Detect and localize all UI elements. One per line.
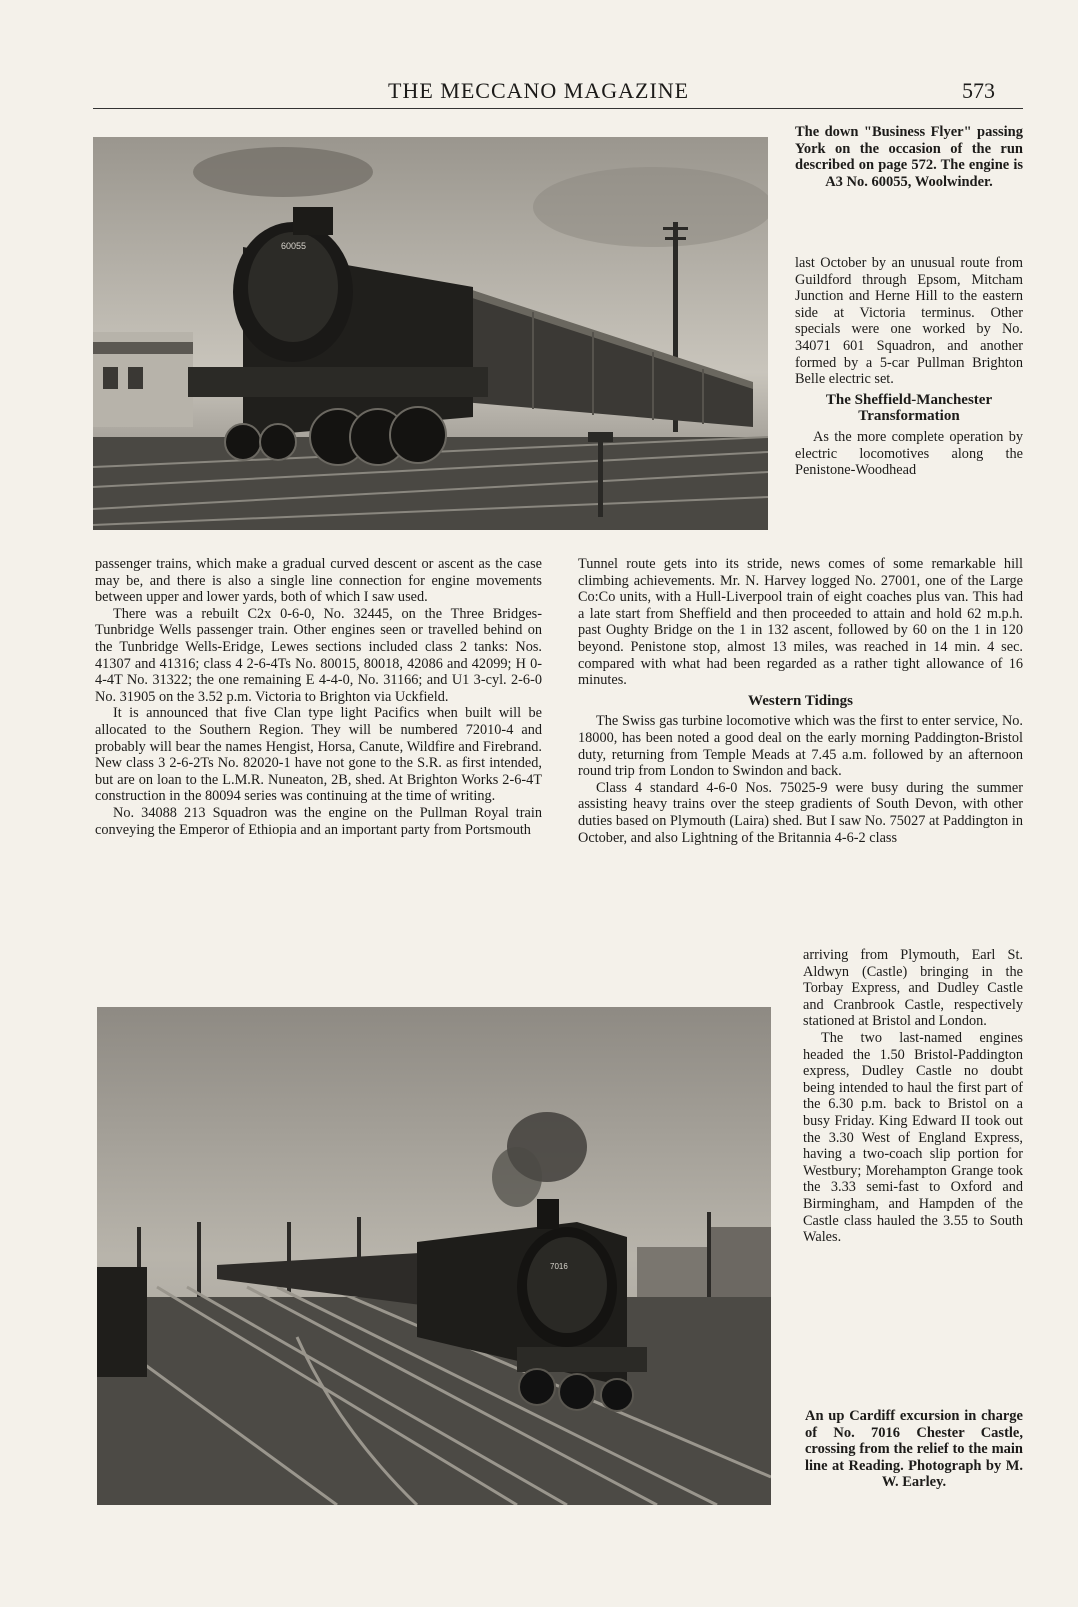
page-number: 573	[962, 78, 995, 103]
paragraph: Class 4 standard 4-6-0 Nos. 75025-9 were busy during the summer assisting heavy trains over the steep gradients of South Devon, with other duties based on Plymouth (Laira) shed. But I saw No. 75027 at Paddington in October, and also Lightning of the Britannia 4-6-2 class	[578, 779, 1023, 846]
left-column	[95, 556, 542, 838]
paragraph: passenger trains, which make a gradual curved descent or ascent as the case may be, and there is also a single line connection for engine movements between upper and lower yards, both of which I saw used.	[95, 556, 542, 606]
section-heading-western: Western Tidings	[748, 692, 853, 709]
paragraph: It is announced that five Clan type light Pacifics when built will be allocated to the Southern Region. They will be numbered 72010-4 and probably will bear the names Hengist, Horsa, Canute, Wildfire and Firebrand. New class 3 2-6-2Ts No. 82020-1 have not gone to the S.R. as first intended, but are on loan to the L.M.R. Nuneaton, 2B, shed. At Brighton Works 2-6-4T construction in the 80094 series was continuing at the time of writing.	[95, 705, 542, 805]
loco-number-plate: 60055	[281, 241, 307, 251]
paragraph: There was a rebuilt C2x 0-6-0, No. 32445, on the Three Bridges-Tunbridge Wells passenger train. Other engines seen or travelled behind on the Tunbridge Wells-Eridge, Lewes sections included class 2 tanks: Nos. 41307 and 41316; class 4 2-6-4Ts No. 80015, 80018, 42086 and 42099; H 0-4-4T No. 31322; the one remaining E 4-4-0, No. 31166; and U1 3-cyl. 2-6-0 No. 31905 on the 3.52 p.m. Victoria to Brighton via Uckfield.	[95, 605, 542, 705]
photo1-caption: The down "Business Flyer" passing York on the occasion of the run described on page 572. The engine is A3 No. 60055, Woolwinder.	[795, 124, 1023, 190]
paragraph: arriving from Plymouth, Earl St. Aldwyn (Castle) bringing in the Torbay Express, and Dudley Castle and Cranbrook Castle, respectively stationed at Bristol and London.	[803, 947, 1023, 1030]
photo2-caption: An up Cardiff excursion in charge of No. 7016 Chester Castle, crossing from the relief to the main line at Reading. Photograph by M. W. Earley.	[805, 1408, 1023, 1490]
photo-castle-locomotive	[97, 1007, 771, 1505]
paragraph: As the more complete operation by electric locomotives along the Penistone-Woodhead	[795, 428, 1023, 479]
magazine-title: THE MECCANO MAGAZINE	[388, 78, 690, 103]
section-heading-sheffield: The Sheffield-Manchester Transformation	[825, 391, 993, 425]
middle-column	[578, 556, 1023, 846]
paragraph: No. 34088 213 Squadron was the engine on the Pullman Royal train conveying the Emperor of Ethiopia and an important party from Portsmouth	[95, 804, 542, 838]
photo-a3-locomotive	[93, 137, 768, 530]
page-header	[93, 78, 1023, 109]
right-column-bottom	[803, 947, 1023, 1246]
paragraph: Tunnel route gets into its stride, news comes of some remarkable hill climbing achievements. Mr. N. Harvey logged No. 27001, one of the Large Co:Co units, with a Hull-Liverpool train of eight coaches plus van. This had a late start from Sheffield and then proceeded to attain and hold 62 m.p.h. past Oughty Bridge on the 1 in 132 ascent, followed by 60 on the 1 in 120 beyond. Penistone stop, almost 13 miles, was reached in 14 min. 4 sec. compared with what had been regarded as a rather tight allowance of 16 minutes.	[578, 556, 1023, 689]
loco-number-plate: 7016	[550, 1262, 568, 1271]
paragraph: last October by an unusual route from Guildford through Epsom, Mitcham Junction and Herne Hill to the eastern side at Victoria terminus. Other specials were one worked by No. 34071 601 Squadron, and another formed by a 5-car Pullman Brighton Belle electric set.	[795, 255, 1023, 388]
paragraph: The Swiss gas turbine locomotive which was the first to enter service, No. 18000, has been noted a good deal on the early morning Paddington-Bristol duty, returning from Temple Meads at 7.45 a.m. followed by an afternoon round trip from London to Swindon and back.	[578, 713, 1023, 780]
right-column-top	[795, 255, 1023, 479]
paragraph: The two last-named engines headed the 1.50 Bristol-Paddington express, Dudley Castle no doubt being intended to haul the first part of the 6.30 p.m. back to Bristol on a busy Friday. King Edward II took out the 3.30 West of England Express, having a two-coach slip portion for Westbury; Morehampton Grange took the 3.33 semi-fast to Oxford and Birmingham, and Hampden of the Castle class hauled the 3.55 to South Wales.	[803, 1029, 1023, 1246]
